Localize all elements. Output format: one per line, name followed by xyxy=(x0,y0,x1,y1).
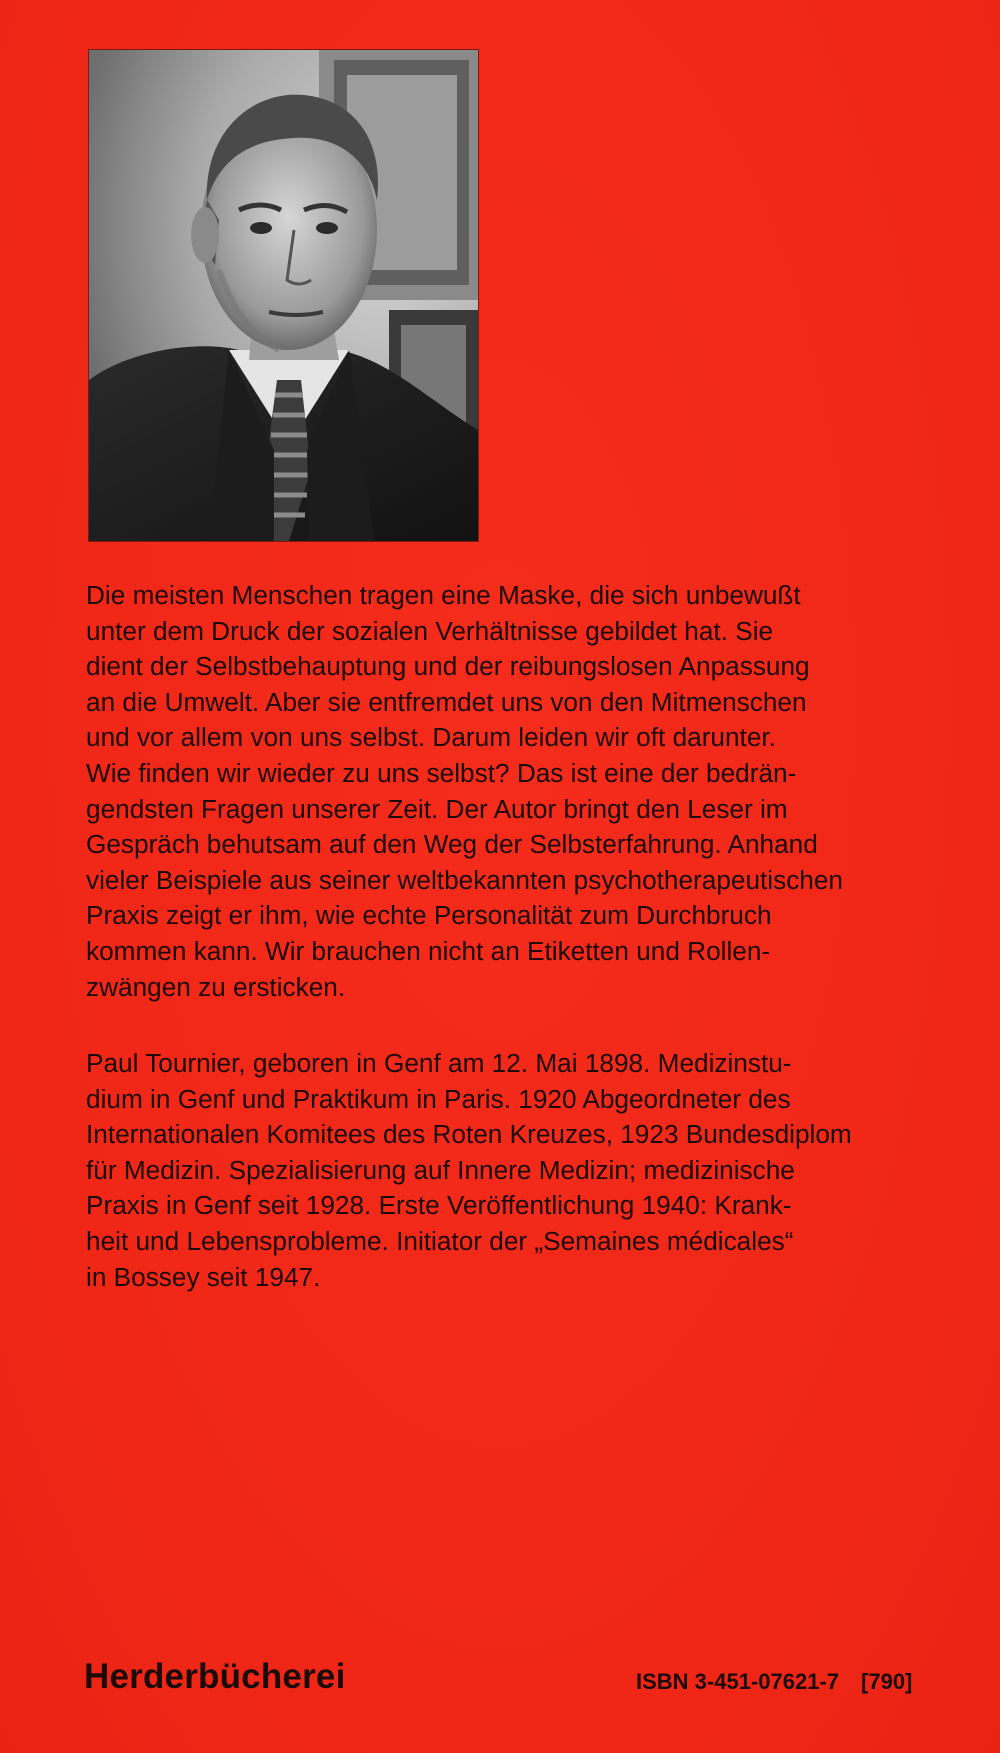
biography-line: dium in Genf und Praktikum in Paris. 1920 Abgeordneter des xyxy=(86,1083,791,1114)
isbn-block xyxy=(636,1669,912,1695)
description-line: gendsten Fragen unserer Zeit. Der Autor bringt den Leser im xyxy=(86,793,788,824)
description-line: unter dem Druck der sozialen Verhältnisse gebildet hat. Sie xyxy=(86,615,774,646)
description-line: an die Umwelt. Aber sie entfremdet uns von den Mitmenschen xyxy=(86,686,807,717)
book-description xyxy=(86,578,966,1005)
biography-line: für Medizin. Spezialisierung auf Innere Medizin; medizinische xyxy=(86,1154,795,1185)
description-line: vieler Beispiele aus seiner weltbekannten psychotherapeutischen xyxy=(86,864,843,895)
author-photo xyxy=(89,50,478,541)
description-line: dient der Selbstbehauptung und der reibungslosen Anpassung xyxy=(86,651,810,682)
publisher-name: Herderbücherei xyxy=(84,1657,346,1696)
description-line: Praxis zeigt er ihm, wie echte Personalität zum Durchbruch xyxy=(86,900,772,931)
description-line: Wie finden wir wieder zu uns selbst? Das ist eine der bedrän- xyxy=(86,757,797,788)
description-line: Gespräch behutsam auf den Weg der Selbsterfahrung. Anhand xyxy=(86,829,818,860)
biography-line: Praxis in Genf seit 1928. Erste Veröffentlichung 1940: Krank- xyxy=(86,1190,792,1221)
author-photo-image xyxy=(89,50,478,541)
biography-line: Internationalen Komitees des Roten Kreuzes, 1923 Bundesdiplom xyxy=(86,1119,852,1150)
isbn-number: ISBN 3-451-07621-7 xyxy=(636,1669,840,1694)
description-line: kommen kann. Wir brauchen nicht an Etiketten und Rollen- xyxy=(86,935,771,966)
author-biography xyxy=(86,1046,966,1295)
biography-line: heit und Lebensprobleme. Initiator der „Semaines médicales“ xyxy=(86,1225,794,1256)
series-number: [790] xyxy=(861,1669,913,1694)
description-line: Die meisten Menschen tragen eine Maske, die sich unbewußt xyxy=(86,580,801,610)
biography-line: Paul Tournier, geboren in Genf am 12. Mai 1898. Medizinstu- xyxy=(86,1048,792,1078)
description-line: zwängen zu ersticken. xyxy=(86,971,346,1002)
biography-line: in Bossey seit 1947. xyxy=(86,1261,321,1292)
description-line: und vor allem von uns selbst. Darum leiden wir oft darunter. xyxy=(86,722,776,753)
